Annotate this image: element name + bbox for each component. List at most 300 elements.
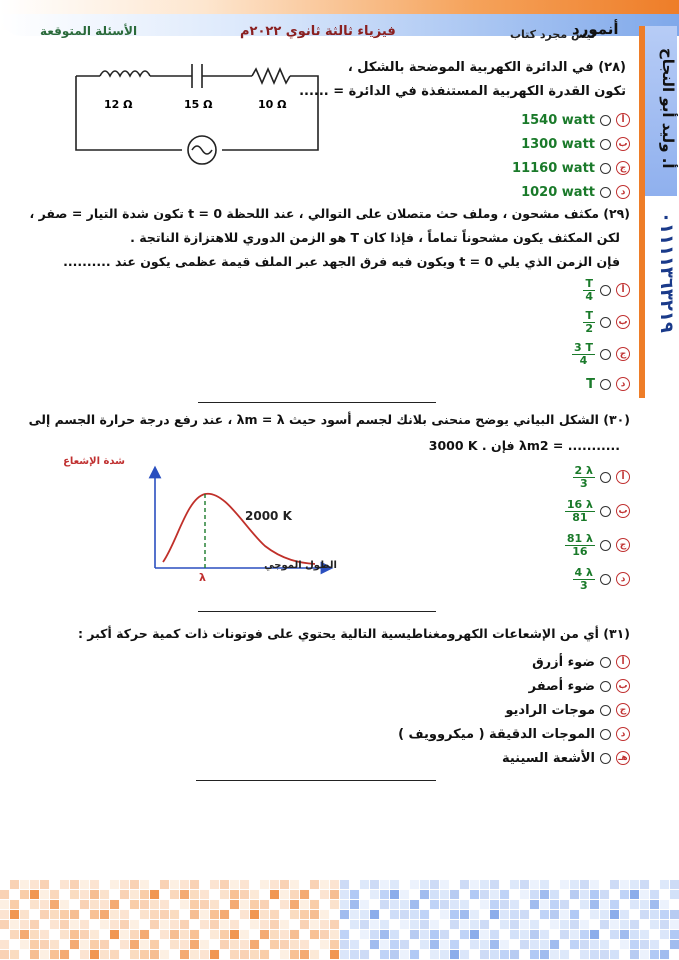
footer-tile <box>630 940 639 949</box>
footer-tile <box>210 950 219 959</box>
footer-tile <box>280 920 289 929</box>
footer-tile <box>580 880 589 889</box>
footer-tile <box>540 940 549 949</box>
radio-icon[interactable] <box>600 285 611 296</box>
q30-option-c[interactable]: $\frac{81 \lambda}{16}$ ج <box>520 528 630 562</box>
footer-tile <box>670 910 679 919</box>
footer-tile <box>480 950 489 959</box>
footer-tile <box>190 940 199 949</box>
footer-tile <box>480 900 489 909</box>
footer-tile <box>550 910 559 919</box>
footer-tile <box>220 910 229 919</box>
footer-tile <box>590 930 599 939</box>
q28-line1: (٢٨) في الدائرة الكهربية الموضحة بالشكل ، <box>347 60 626 75</box>
footer-tile <box>520 890 529 899</box>
footer-tile <box>100 890 109 899</box>
footer-tile <box>520 940 529 949</box>
footer-tile <box>10 950 19 959</box>
footer-tile <box>450 920 459 929</box>
q31-option-e[interactable]: الأشعة السينية هـ <box>380 746 630 770</box>
footer-tile <box>530 940 539 949</box>
footer-tile <box>30 890 39 899</box>
letter-badge: د <box>616 572 630 586</box>
footer-tile <box>670 920 679 929</box>
footer-tile <box>80 940 89 949</box>
footer-tile <box>660 950 669 959</box>
header-brand-sub: ليس مجرد كتاب <box>510 28 596 41</box>
radio-icon[interactable] <box>600 472 611 483</box>
footer-tile <box>430 920 439 929</box>
graph-y-label: شدة الإشعاع <box>63 456 125 467</box>
footer-tile <box>260 910 269 919</box>
footer-tile <box>620 920 629 929</box>
footer-tile <box>260 900 269 909</box>
letter-badge: د <box>616 185 630 199</box>
footer-tile <box>630 920 639 929</box>
footer-tile <box>400 890 409 899</box>
footer-tile <box>90 910 99 919</box>
footer-tile <box>180 890 189 899</box>
footer-tile <box>60 920 69 929</box>
footer-tile <box>70 880 79 889</box>
radio-icon[interactable] <box>600 139 611 150</box>
radio-icon[interactable] <box>600 349 611 360</box>
q28-option-d[interactable]: 1020 watt د <box>470 180 630 204</box>
footer-tile <box>360 910 369 919</box>
q30-option-b[interactable]: $\frac{16 \lambda}{81}$ ب <box>520 494 630 528</box>
footer-tile <box>520 880 529 889</box>
footer-tile <box>600 900 609 909</box>
footer-tile <box>290 890 299 899</box>
footer-tile <box>550 900 559 909</box>
footer-tile <box>280 950 289 959</box>
radio-icon[interactable] <box>600 574 611 585</box>
radio-icon[interactable] <box>600 379 611 390</box>
footer-tile <box>580 900 589 909</box>
footer-tile <box>670 890 679 899</box>
footer-tile <box>440 880 449 889</box>
footer-tile <box>220 930 229 939</box>
footer-tile <box>560 900 569 909</box>
circuit-r2-label: 10 Ω <box>258 98 287 111</box>
q29-line2: لكن المكثف يكون مشحوناً تماماً ، فإذا كان T هو الزمن الدوري للاهتزازة الناتجة . <box>130 230 620 245</box>
footer-tile <box>660 910 669 919</box>
footer-tile <box>20 920 29 929</box>
divider <box>196 780 436 781</box>
footer-tile <box>60 910 69 919</box>
radio-icon[interactable] <box>600 187 611 198</box>
footer-tile <box>430 930 439 939</box>
footer-tile <box>600 940 609 949</box>
footer-tile <box>400 910 409 919</box>
footer-tile <box>330 900 339 909</box>
q31-options <box>380 650 630 770</box>
footer-tile <box>280 940 289 949</box>
footer-tile <box>510 880 519 889</box>
footer-tile <box>540 900 549 909</box>
footer-tile <box>50 940 59 949</box>
letter-badge: أ <box>616 113 630 127</box>
circuit-c-label: 15 Ω <box>184 98 213 111</box>
footer-tile <box>590 940 599 949</box>
footer-tile <box>40 940 49 949</box>
radio-icon[interactable] <box>600 115 611 126</box>
footer-tile <box>200 920 209 929</box>
footer-tile <box>250 940 259 949</box>
footer-tile <box>330 920 339 929</box>
footer-tile <box>220 920 229 929</box>
q28-option-a[interactable]: 1540 watt أ <box>470 108 630 132</box>
footer-tile <box>650 890 659 899</box>
footer-tile <box>310 900 319 909</box>
footer-tile <box>590 950 599 959</box>
footer-tile <box>10 910 19 919</box>
footer-tile <box>290 930 299 939</box>
footer-tile <box>410 910 419 919</box>
footer-tile <box>650 940 659 949</box>
footer-tile <box>270 920 279 929</box>
q31-option-b[interactable]: ضوء أصفر ب <box>380 674 630 698</box>
footer-tile <box>230 900 239 909</box>
footer-tile <box>250 910 259 919</box>
footer-tile <box>80 890 89 899</box>
footer-tile <box>40 930 49 939</box>
footer-tile <box>500 920 509 929</box>
footer-tile <box>230 930 239 939</box>
header-brand: أنمورد <box>572 20 619 38</box>
footer-tile <box>50 900 59 909</box>
letter-badge: ج <box>616 347 630 361</box>
footer-tile <box>50 950 59 959</box>
footer-tile <box>360 930 369 939</box>
footer-tile <box>330 890 339 899</box>
footer-tile <box>660 880 669 889</box>
footer-tile <box>580 890 589 899</box>
q29-option-b[interactable]: $\frac{T}{2}$ ب <box>530 306 630 338</box>
footer-tile <box>390 950 399 959</box>
footer-tile <box>500 950 509 959</box>
footer-tile <box>320 880 329 889</box>
footer-tile <box>310 920 319 929</box>
footer-tile <box>150 910 159 919</box>
footer-tile <box>240 950 249 959</box>
footer-tile <box>600 910 609 919</box>
footer-tile <box>40 910 49 919</box>
footer-tile <box>310 930 319 939</box>
footer-tile <box>380 950 389 959</box>
footer-tile <box>360 880 369 889</box>
footer-tile <box>260 880 269 889</box>
radio-icon[interactable] <box>600 657 611 668</box>
footer-tile <box>440 940 449 949</box>
footer-tile <box>290 880 299 889</box>
q28-option-c[interactable]: 11160 watt ج <box>470 156 630 180</box>
footer-tile <box>480 940 489 949</box>
footer-tile <box>420 920 429 929</box>
q30-option-d[interactable]: $\frac{4 \lambda}{3}$ د <box>520 562 630 596</box>
footer-tile <box>500 910 509 919</box>
footer-tile <box>0 920 9 929</box>
footer-tile <box>490 880 499 889</box>
footer-tile <box>20 910 29 919</box>
footer-tile <box>470 910 479 919</box>
footer-tile <box>170 940 179 949</box>
footer-tile <box>410 930 419 939</box>
radio-icon[interactable] <box>600 163 611 174</box>
letter-badge: ج <box>616 161 630 175</box>
footer-tile <box>550 890 559 899</box>
footer-tile <box>230 920 239 929</box>
footer-tile <box>590 880 599 889</box>
footer-tile <box>560 910 569 919</box>
footer-tile <box>390 910 399 919</box>
footer-tile <box>560 920 569 929</box>
header-center-title: فيزياء ثالثة ثانوي ٢٠٢٢م <box>240 24 396 39</box>
footer-tile <box>540 910 549 919</box>
footer-tile <box>120 910 129 919</box>
footer-tile <box>480 880 489 889</box>
footer-tile <box>250 920 259 929</box>
footer-tile <box>460 950 469 959</box>
footer-tile <box>480 890 489 899</box>
footer-tile <box>610 910 619 919</box>
footer-tile <box>180 940 189 949</box>
letter-badge: أ <box>616 470 630 484</box>
footer-tile <box>30 950 39 959</box>
footer-tile <box>280 890 289 899</box>
footer-tile <box>140 890 149 899</box>
footer-tile <box>260 950 269 959</box>
q29-options <box>530 274 630 398</box>
footer-tile <box>110 900 119 909</box>
footer-tile <box>420 940 429 949</box>
footer-tile <box>250 950 259 959</box>
footer-tile <box>130 940 139 949</box>
footer-tile <box>230 880 239 889</box>
footer-tile <box>190 890 199 899</box>
radio-icon[interactable] <box>600 729 611 740</box>
footer-tile <box>70 910 79 919</box>
footer-tile <box>90 930 99 939</box>
footer-tile <box>0 910 9 919</box>
footer-tile <box>590 910 599 919</box>
footer-tile <box>510 950 519 959</box>
footer-tile <box>110 950 119 959</box>
q29-option-d[interactable]: T د <box>530 370 630 398</box>
radio-icon[interactable] <box>600 681 611 692</box>
footer-tile <box>560 930 569 939</box>
footer-tile <box>420 910 429 919</box>
q31-option-d[interactable]: الموجات الدقيقة ( ميكروويف ) د <box>380 722 630 746</box>
footer-tile <box>100 920 109 929</box>
footer-tile <box>310 880 319 889</box>
footer-tile <box>560 950 569 959</box>
footer-tile <box>80 880 89 889</box>
footer-tile <box>440 900 449 909</box>
footer-tile <box>60 880 69 889</box>
q30-option-a[interactable]: $\frac{2 \lambda}{3}$ أ <box>520 460 630 494</box>
footer-tile <box>450 950 459 959</box>
q28-option-b[interactable]: 1300 watt ب <box>470 132 630 156</box>
q31-option-a[interactable]: ضوء أزرق أ <box>380 650 630 674</box>
footer-tile <box>550 920 559 929</box>
footer-tile <box>230 940 239 949</box>
footer-tile <box>330 880 339 889</box>
letter-badge: ب <box>616 315 630 329</box>
footer-tile <box>430 940 439 949</box>
footer-tile <box>580 930 589 939</box>
footer-tile <box>550 950 559 959</box>
graph-temp-label: 2000 K <box>245 509 292 523</box>
footer-tile <box>60 950 69 959</box>
circuit-r1-label: 12 Ω <box>104 98 133 111</box>
footer-tile <box>90 940 99 949</box>
footer-tile <box>320 920 329 929</box>
footer-tile <box>10 920 19 929</box>
footer-tile <box>490 890 499 899</box>
footer-tile <box>300 950 309 959</box>
footer-tile <box>0 900 9 909</box>
letter-badge: ب <box>616 679 630 693</box>
footer-tile <box>50 910 59 919</box>
footer-tile <box>490 930 499 939</box>
q28-line2: تكون القدرة الكهربية المستنفذة في الدائرة = ...... <box>299 84 626 99</box>
capacitor-symbol <box>192 64 202 88</box>
footer-tile <box>290 950 299 959</box>
q28-options <box>470 108 630 204</box>
footer-tile <box>570 910 579 919</box>
footer-tile <box>170 880 179 889</box>
footer-tile <box>0 950 9 959</box>
footer-tile <box>460 930 469 939</box>
footer-tile <box>520 910 529 919</box>
footer-tile <box>410 900 419 909</box>
footer-tile <box>600 920 609 929</box>
footer-tile <box>590 900 599 909</box>
footer-tile <box>40 950 49 959</box>
footer-tile <box>650 950 659 959</box>
radio-icon[interactable] <box>600 705 611 716</box>
footer-tile <box>160 880 169 889</box>
q30-line2: 3000 K . فإن λm2 = ........... <box>428 438 620 453</box>
footer-tile <box>130 880 139 889</box>
footer-tile <box>30 900 39 909</box>
footer-tile <box>170 930 179 939</box>
footer-tile <box>620 930 629 939</box>
q30-options <box>520 460 630 596</box>
footer-tile <box>540 890 549 899</box>
footer-tile <box>380 890 389 899</box>
footer-tile <box>370 910 379 919</box>
footer-tile <box>510 910 519 919</box>
footer-tile <box>320 940 329 949</box>
radio-icon[interactable] <box>600 317 611 328</box>
footer-tile <box>620 910 629 919</box>
radio-icon[interactable] <box>600 753 611 764</box>
footer-tile <box>270 910 279 919</box>
footer-tile <box>280 930 289 939</box>
footer-tile <box>140 900 149 909</box>
footer-tile <box>360 900 369 909</box>
footer-tile <box>210 900 219 909</box>
footer-tile <box>250 900 259 909</box>
footer-tile <box>10 930 19 939</box>
q29-option-c[interactable]: $\frac{3 T}{4}$ ج <box>530 338 630 370</box>
footer-tile <box>540 950 549 959</box>
footer-tile <box>90 950 99 959</box>
footer-tile <box>590 890 599 899</box>
footer-tile <box>210 920 219 929</box>
footer-tile <box>150 890 159 899</box>
footer-tile <box>450 940 459 949</box>
footer-tile <box>160 900 169 909</box>
footer-tile <box>280 900 289 909</box>
footer-tile <box>630 890 639 899</box>
footer-tile <box>570 940 579 949</box>
footer-tile <box>170 920 179 929</box>
footer-tile <box>0 940 9 949</box>
footer-tile <box>610 920 619 929</box>
footer-tile <box>110 880 119 889</box>
footer-tile <box>120 880 129 889</box>
footer-tile <box>650 910 659 919</box>
footer-pattern <box>0 880 679 960</box>
radio-icon[interactable] <box>600 506 611 517</box>
footer-tile <box>580 920 589 929</box>
footer-tile <box>290 910 299 919</box>
footer-tile <box>30 940 39 949</box>
side-phone: ٠١١١١٣٦٣٢١٩ <box>656 212 677 333</box>
footer-tile <box>200 950 209 959</box>
footer-tile <box>390 890 399 899</box>
footer-tile <box>240 910 249 919</box>
q29-option-a[interactable]: $\frac{T}{4}$ أ <box>530 274 630 306</box>
footer-tile <box>100 910 109 919</box>
footer-tile <box>300 940 309 949</box>
footer-tile <box>520 930 529 939</box>
footer-tile <box>640 950 649 959</box>
footer-tile <box>340 940 349 949</box>
footer-tile <box>460 920 469 929</box>
footer-tile <box>380 880 389 889</box>
footer-tile <box>140 880 149 889</box>
footer-tile <box>440 950 449 959</box>
footer-tile <box>50 890 59 899</box>
footer-tile <box>80 900 89 909</box>
footer-tile <box>360 950 369 959</box>
footer-tile <box>70 920 79 929</box>
q31-option-c[interactable]: موجات الراديو ج <box>380 698 630 722</box>
footer-tile <box>130 890 139 899</box>
radio-icon[interactable] <box>600 540 611 551</box>
q30-planck-graph <box>63 450 415 590</box>
footer-tile <box>430 890 439 899</box>
footer-tile <box>340 890 349 899</box>
footer-tile <box>110 920 119 929</box>
footer-tile <box>600 950 609 959</box>
footer-tile <box>260 930 269 939</box>
footer-tile <box>40 890 49 899</box>
footer-tile <box>640 910 649 919</box>
footer-tile <box>660 930 669 939</box>
footer-tile <box>350 900 359 909</box>
letter-badge: ج <box>616 703 630 717</box>
footer-tile <box>390 900 399 909</box>
footer-tile <box>640 880 649 889</box>
footer-tile <box>320 890 329 899</box>
footer-tile <box>530 950 539 959</box>
q28-circuit-diagram <box>70 62 325 162</box>
